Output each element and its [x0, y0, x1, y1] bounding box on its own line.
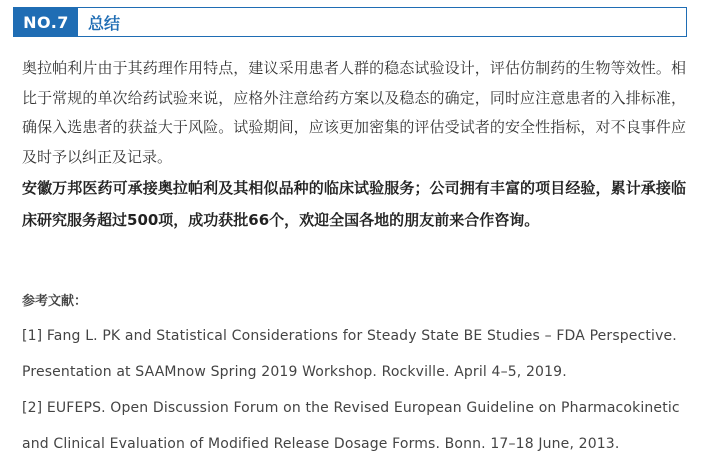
section-header [13, 7, 687, 37]
summary-paragraph: 奥拉帕利片由于其药理作用特点，建议采用患者人群的稳态试验设计，评估仿制药的生物等效性。相比于常规的单次给药试验来说，应格外注意给药方案以及稳态的确定，同时应注意患者的入排标准，确保入选患者的获益大于风险。试验期间，应该更加密集的评估受试者的安全性指标，对不良事件应及时予以纠正及记录。 [22, 59, 686, 166]
section-number-badge: NO.7 [14, 8, 78, 36]
references-heading: 参考文献： [22, 294, 88, 309]
company-promo-paragraph: 安徽万邦医药可承接奥拉帕利及其相似品种的临床试验服务；公司拥有丰富的项目经验，累计承接临床研究服务超过500项，成功获批66个，欢迎全国各地的朋友前来合作咨询。 [22, 179, 686, 229]
summary-content [22, 54, 686, 236]
section-title: 总结 [88, 13, 121, 33]
reference-item: [1] Fang L. PK and Statistical Considerations for Steady State BE Studies – FDA Perspective. Presentation at SAAMnow Spring 2019 Workshop. Rockville. April 4–5, 2019. [22, 328, 677, 380]
reference-item: [2] EUFEPS. Open Discussion Forum on the Revised European Guideline on Pharmacokinetic and Clinical Evaluation of Modified Release Dosage Forms. Bonn. 17–18 June, 2013. [22, 400, 680, 452]
references-list [22, 318, 686, 462]
